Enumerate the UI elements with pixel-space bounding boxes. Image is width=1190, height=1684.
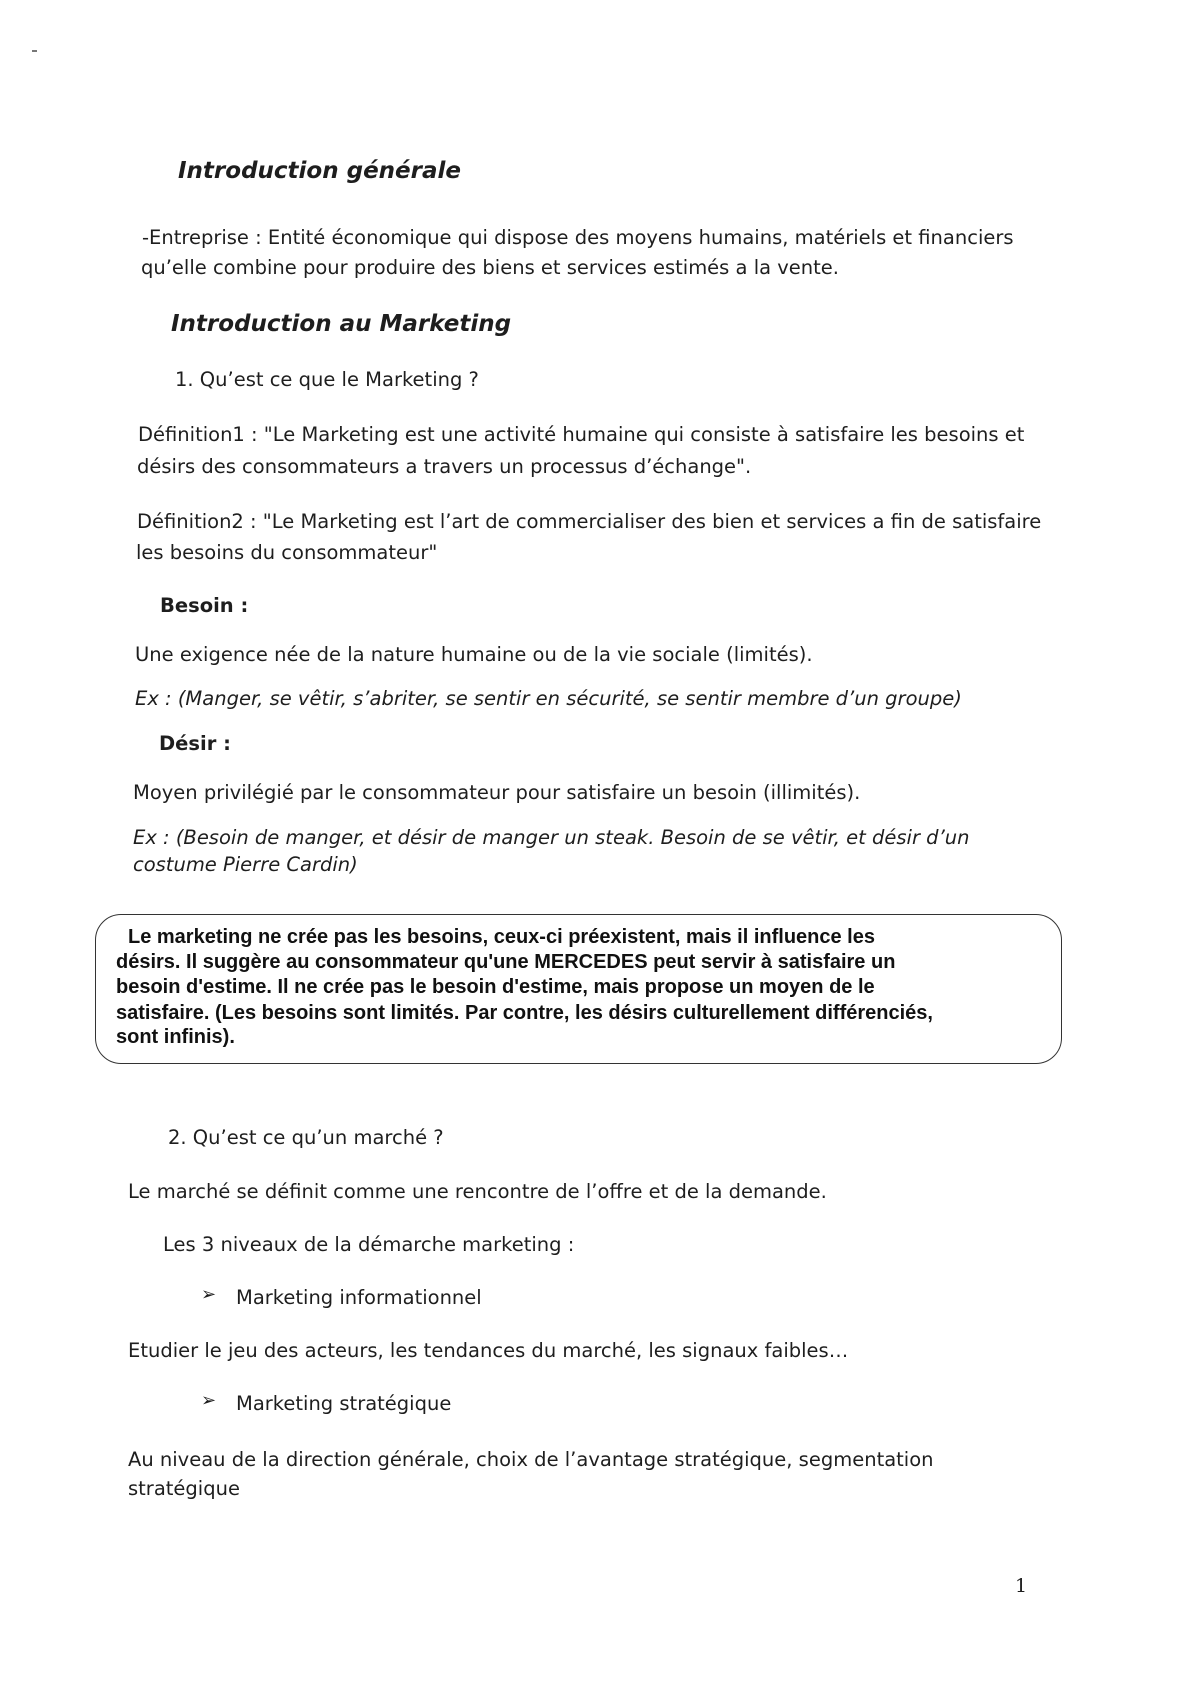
note-line-2: désirs. Il suggère au consommateur qu'une MERCEDES peut servir à satisfaire un bbox=[116, 951, 896, 973]
definition-1-line-2: désirs des consommateurs a travers un processus d’échange". bbox=[137, 455, 752, 478]
besoin-text: Une exigence née de la nature humaine ou de la vie sociale (limités). bbox=[135, 643, 813, 666]
definition-1-line-1: Définition1 : "Le Marketing est une activité humaine qui consiste à satisfaire les besoins et bbox=[138, 423, 1025, 446]
desir-label: Désir : bbox=[159, 732, 231, 755]
desir-example-line-1: Ex : (Besoin de manger, et désir de manger un steak. Besoin de se vêtir, et désir d’un bbox=[133, 826, 970, 849]
question-1: 1. Qu’est ce que le Marketing ? bbox=[175, 368, 479, 391]
level-2-title: Marketing stratégique bbox=[236, 1392, 452, 1415]
definition-2-line-2: les besoins du consommateur" bbox=[136, 541, 438, 564]
definition-2-line-1: Définition2 : "Le Marketing est l’art de commercialiser des bien et services a fin de satisfaire bbox=[137, 510, 1042, 533]
note-line-3: besoin d'estime. Il ne crée pas le besoin d'estime, mais propose un moyen de le bbox=[116, 976, 875, 998]
page-number: 1 bbox=[1015, 1575, 1028, 1597]
desir-text: Moyen privilégié par le consommateur pour satisfaire un besoin (illimités). bbox=[133, 781, 861, 804]
intro-heading: Introduction générale bbox=[178, 158, 461, 184]
levels-intro: Les 3 niveaux de la démarche marketing : bbox=[163, 1233, 575, 1256]
besoin-example: Ex : (Manger, se vêtir, s’abriter, se sentir en sécurité, se sentir membre d’un groupe) bbox=[135, 687, 962, 710]
note-line-5: sont infinis). bbox=[116, 1026, 235, 1048]
level-1-text: Etudier le jeu des acteurs, les tendances du marché, les signaux faibles… bbox=[128, 1339, 849, 1362]
note-line-4: satisfaire. (Les besoins sont limités. Par contre, les désirs culturellement différenciés, bbox=[116, 1002, 933, 1024]
entreprise-line-1: -Entreprise : Entité économique qui dispose des moyens humains, matériels et financiers bbox=[142, 226, 1014, 249]
arrow-bullet-icon: ➢ bbox=[201, 1390, 217, 1411]
arrow-bullet-icon: ➢ bbox=[201, 1284, 217, 1305]
besoin-label: Besoin : bbox=[160, 594, 249, 617]
level-2-text-line-1: Au niveau de la direction générale, choix de l’avantage stratégique, segmentation bbox=[128, 1448, 934, 1471]
level-2-text-line-2: stratégique bbox=[128, 1477, 240, 1500]
marketing-heading: Introduction au Marketing bbox=[171, 311, 512, 337]
note-line-1: Le marketing ne crée pas les besoins, ceux-ci préexistent, mais il influence les bbox=[128, 926, 875, 948]
question-2: 2. Qu’est ce qu’un marché ? bbox=[168, 1126, 444, 1149]
entreprise-line-2: qu’elle combine pour produire des biens et services estimés a la vente. bbox=[141, 256, 839, 279]
level-1-title: Marketing informationnel bbox=[236, 1286, 482, 1309]
market-definition: Le marché se définit comme une rencontre de l’offre et de la demande. bbox=[128, 1180, 827, 1203]
desir-example-line-2: costume Pierre Cardin) bbox=[133, 853, 358, 876]
scan-mark bbox=[32, 50, 37, 52]
